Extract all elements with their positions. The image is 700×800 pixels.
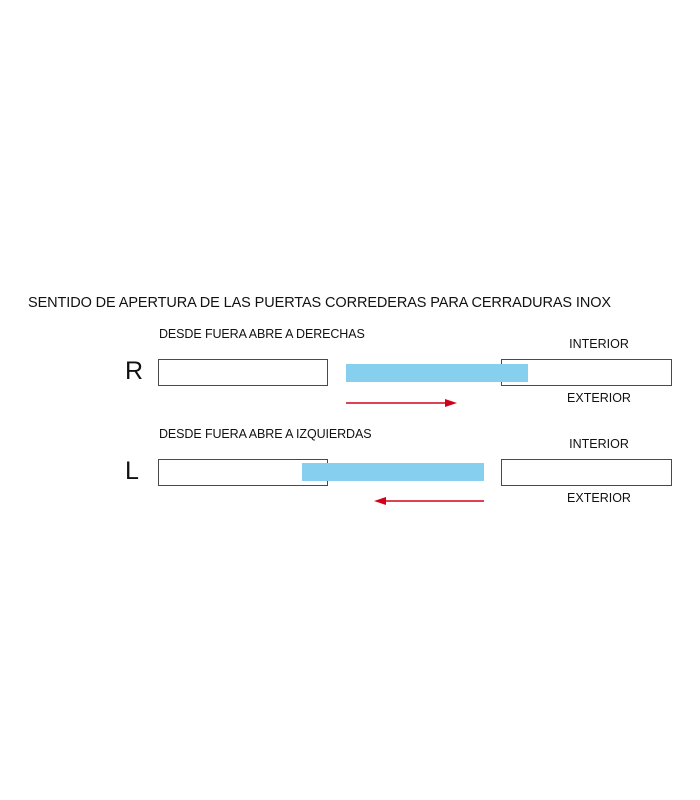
letter-r: R — [125, 357, 144, 385]
sliding-door-left — [302, 463, 484, 481]
interior-label-right: INTERIOR — [569, 337, 629, 351]
right-wall-left — [501, 459, 672, 486]
exterior-label-left: EXTERIOR — [567, 491, 631, 505]
caption-left: DESDE FUERA ABRE A IZQUIERDAS — [159, 427, 372, 441]
caption-right: DESDE FUERA ABRE A DERECHAS — [159, 327, 365, 341]
arrow-right — [346, 396, 460, 410]
diagram-title: SENTIDO DE APERTURA DE LAS PUERTAS CORREDERAS PARA CERRADURAS INOX — [28, 295, 611, 311]
exterior-label-right: EXTERIOR — [567, 391, 631, 405]
letter-l: L — [125, 457, 139, 485]
sliding-door-right — [346, 364, 528, 382]
interior-label-left: INTERIOR — [569, 437, 629, 451]
left-wall-right — [158, 359, 328, 386]
arrow-left — [372, 494, 486, 508]
